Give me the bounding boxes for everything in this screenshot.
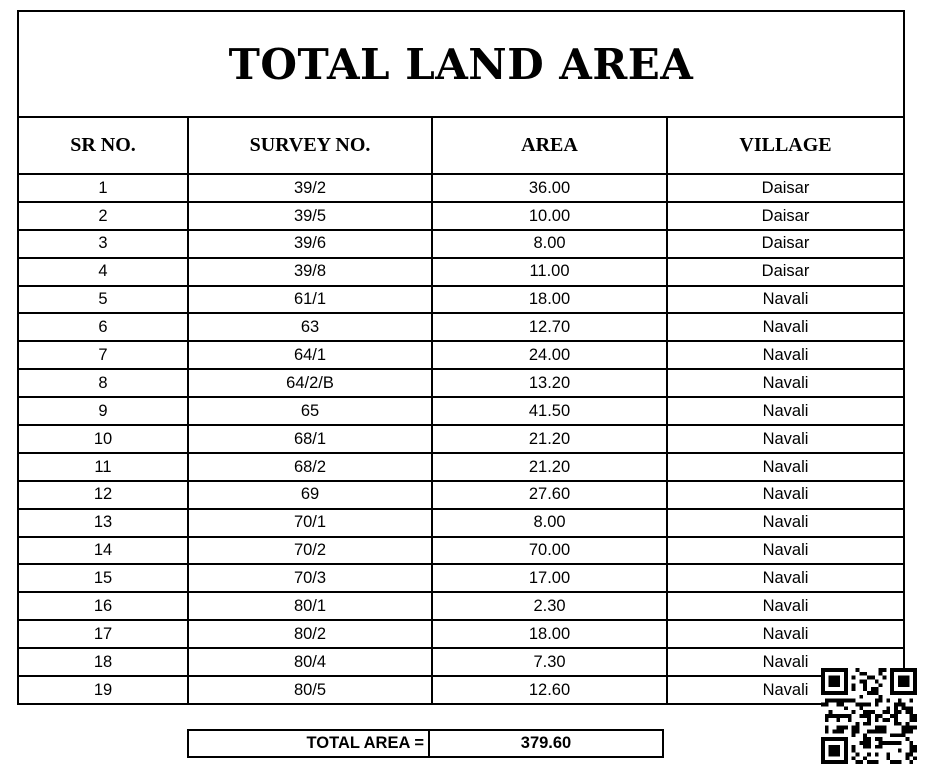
table-row bbox=[18, 564, 904, 592]
total-area-label: TOTAL AREA = bbox=[188, 730, 429, 757]
cell-survey-no: 70/3 bbox=[188, 564, 432, 592]
cell-sr-no: 1 bbox=[18, 174, 188, 202]
column-header-area: AREA bbox=[432, 117, 667, 174]
cell-village: Daisar bbox=[667, 202, 904, 230]
cell-sr-no: 10 bbox=[18, 425, 188, 453]
column-header-sr-no: SR NO. bbox=[18, 117, 188, 174]
cell-sr-no: 18 bbox=[18, 648, 188, 676]
table-row bbox=[18, 676, 904, 704]
cell-sr-no: 6 bbox=[18, 313, 188, 341]
cell-area: 8.00 bbox=[432, 509, 667, 537]
cell-village: Navali bbox=[667, 453, 904, 481]
cell-area: 12.60 bbox=[432, 676, 667, 704]
cell-survey-no: 64/2/B bbox=[188, 369, 432, 397]
table-row bbox=[18, 620, 904, 648]
cell-area: 8.00 bbox=[432, 230, 667, 258]
table-row bbox=[18, 286, 904, 314]
cell-survey-no: 63 bbox=[188, 313, 432, 341]
cell-village: Navali bbox=[667, 369, 904, 397]
cell-sr-no: 9 bbox=[18, 397, 188, 425]
cell-sr-no: 16 bbox=[18, 592, 188, 620]
cell-survey-no: 70/1 bbox=[188, 509, 432, 537]
cell-sr-no: 15 bbox=[18, 564, 188, 592]
cell-survey-no: 80/2 bbox=[188, 620, 432, 648]
cell-sr-no: 8 bbox=[18, 369, 188, 397]
cell-survey-no: 39/6 bbox=[188, 230, 432, 258]
cell-village: Navali bbox=[667, 286, 904, 314]
cell-area: 18.00 bbox=[432, 286, 667, 314]
cell-sr-no: 3 bbox=[18, 230, 188, 258]
cell-village: Navali bbox=[667, 648, 904, 676]
cell-area: 13.20 bbox=[432, 369, 667, 397]
cell-village: Navali bbox=[667, 313, 904, 341]
column-header-survey-no: SURVEY NO. bbox=[188, 117, 432, 174]
table-row bbox=[18, 481, 904, 509]
table-row bbox=[18, 202, 904, 230]
cell-village: Navali bbox=[667, 620, 904, 648]
cell-area: 2.30 bbox=[432, 592, 667, 620]
cell-area: 41.50 bbox=[432, 397, 667, 425]
total-area-box bbox=[187, 729, 664, 758]
cell-area: 70.00 bbox=[432, 537, 667, 565]
cell-village: Navali bbox=[667, 537, 904, 565]
cell-village: Navali bbox=[667, 397, 904, 425]
cell-area: 24.00 bbox=[432, 341, 667, 369]
cell-village: Navali bbox=[667, 592, 904, 620]
cell-sr-no: 19 bbox=[18, 676, 188, 704]
table-row bbox=[18, 537, 904, 565]
cell-area: 11.00 bbox=[432, 258, 667, 286]
cell-village: Navali bbox=[667, 676, 904, 704]
cell-sr-no: 4 bbox=[18, 258, 188, 286]
cell-sr-no: 7 bbox=[18, 341, 188, 369]
cell-survey-no: 39/8 bbox=[188, 258, 432, 286]
table-row bbox=[18, 397, 904, 425]
cell-survey-no: 80/1 bbox=[188, 592, 432, 620]
cell-village: Daisar bbox=[667, 174, 904, 202]
cell-area: 18.00 bbox=[432, 620, 667, 648]
cell-village: Navali bbox=[667, 509, 904, 537]
page-title: TOTAL LAND AREA bbox=[18, 11, 904, 117]
cell-area: 17.00 bbox=[432, 564, 667, 592]
cell-sr-no: 11 bbox=[18, 453, 188, 481]
cell-area: 10.00 bbox=[432, 202, 667, 230]
table-row bbox=[18, 313, 904, 341]
cell-area: 27.60 bbox=[432, 481, 667, 509]
cell-village: Navali bbox=[667, 564, 904, 592]
cell-survey-no: 39/5 bbox=[188, 202, 432, 230]
table-row bbox=[18, 592, 904, 620]
cell-area: 7.30 bbox=[432, 648, 667, 676]
cell-survey-no: 80/5 bbox=[188, 676, 432, 704]
cell-village: Navali bbox=[667, 425, 904, 453]
cell-survey-no: 80/4 bbox=[188, 648, 432, 676]
column-header-village: VILLAGE bbox=[667, 117, 904, 174]
cell-sr-no: 17 bbox=[18, 620, 188, 648]
table-row bbox=[18, 258, 904, 286]
table-body bbox=[18, 174, 904, 704]
cell-village: Navali bbox=[667, 341, 904, 369]
table-row bbox=[18, 648, 904, 676]
cell-survey-no: 65 bbox=[188, 397, 432, 425]
cell-survey-no: 69 bbox=[188, 481, 432, 509]
cell-survey-no: 39/2 bbox=[188, 174, 432, 202]
table-row bbox=[18, 230, 904, 258]
total-area-value: 379.60 bbox=[429, 730, 663, 757]
table-row bbox=[18, 341, 904, 369]
cell-survey-no: 68/1 bbox=[188, 425, 432, 453]
table-row bbox=[18, 174, 904, 202]
cell-sr-no: 12 bbox=[18, 481, 188, 509]
cell-village: Navali bbox=[667, 481, 904, 509]
table-row bbox=[18, 369, 904, 397]
land-area-sheet bbox=[17, 10, 903, 705]
cell-survey-no: 68/2 bbox=[188, 453, 432, 481]
cell-sr-no: 13 bbox=[18, 509, 188, 537]
cell-area: 21.20 bbox=[432, 453, 667, 481]
table-row bbox=[18, 509, 904, 537]
cell-sr-no: 5 bbox=[18, 286, 188, 314]
qr-code-icon bbox=[821, 668, 917, 764]
cell-sr-no: 14 bbox=[18, 537, 188, 565]
cell-village: Daisar bbox=[667, 230, 904, 258]
table-row bbox=[18, 453, 904, 481]
cell-area: 12.70 bbox=[432, 313, 667, 341]
cell-survey-no: 64/1 bbox=[188, 341, 432, 369]
land-area-table bbox=[17, 10, 905, 705]
cell-survey-no: 61/1 bbox=[188, 286, 432, 314]
cell-survey-no: 70/2 bbox=[188, 537, 432, 565]
cell-village: Daisar bbox=[667, 258, 904, 286]
cell-area: 36.00 bbox=[432, 174, 667, 202]
cell-sr-no: 2 bbox=[18, 202, 188, 230]
table-header-row bbox=[18, 117, 904, 174]
cell-area: 21.20 bbox=[432, 425, 667, 453]
table-row bbox=[18, 425, 904, 453]
